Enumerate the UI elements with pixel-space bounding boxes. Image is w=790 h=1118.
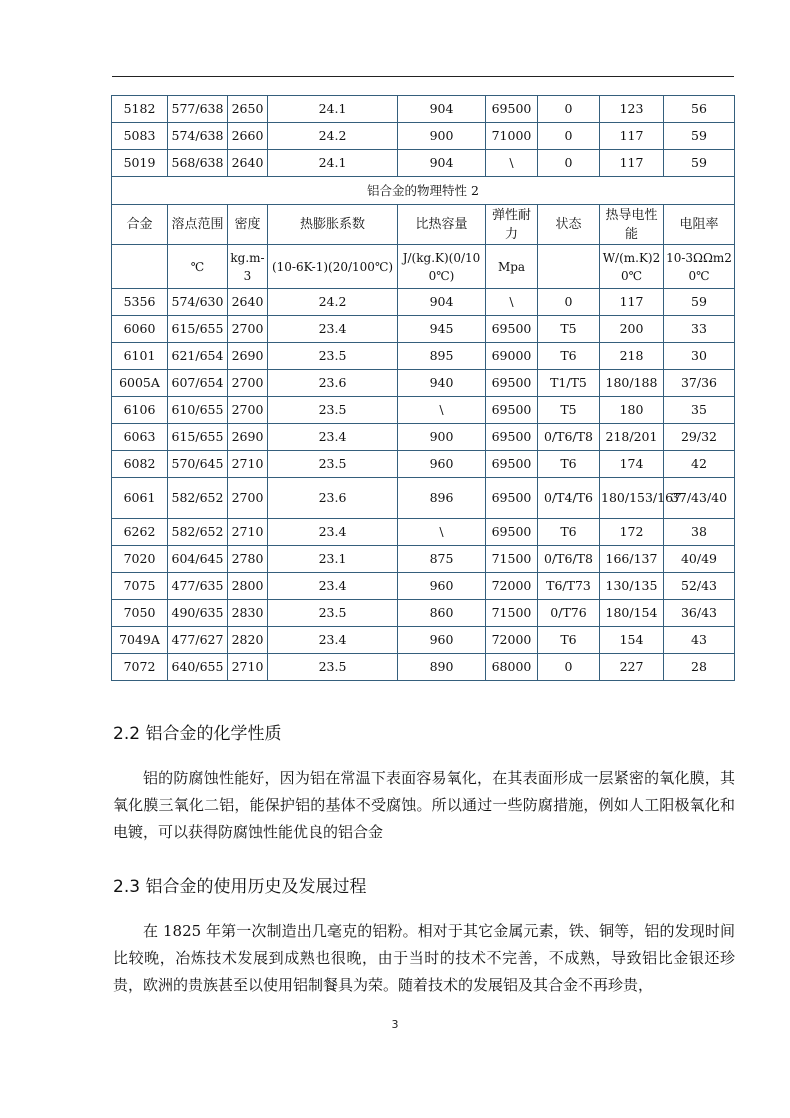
table-row <box>112 370 735 397</box>
table-cell: 42 <box>664 451 735 478</box>
table-cell: 2820 <box>228 627 268 654</box>
table-cell: 43 <box>664 627 735 654</box>
table-cell: 172 <box>600 519 664 546</box>
table-cell: 69500 <box>486 397 538 424</box>
table-body-bottom <box>112 289 735 681</box>
table-cell: 582/652 <box>168 519 228 546</box>
table-units-row <box>112 245 735 289</box>
table-cell: 37/43/40 <box>664 478 735 519</box>
table-cell: 477/635 <box>168 573 228 600</box>
table-cell: 24.1 <box>268 150 398 177</box>
table-cell: 23.6 <box>268 478 398 519</box>
table-cell: 154 <box>600 627 664 654</box>
table-cell: 610/655 <box>168 397 228 424</box>
table-cell: 166/137 <box>600 546 664 573</box>
table-cell: 2710 <box>228 654 268 681</box>
table-cell: 896 <box>398 478 486 519</box>
table-cell: 59 <box>664 123 735 150</box>
table-cell: 123 <box>600 96 664 123</box>
table-row <box>112 627 735 654</box>
table-cell: 570/645 <box>168 451 228 478</box>
table-cell: 37/36 <box>664 370 735 397</box>
table-cell: 117 <box>600 289 664 316</box>
table-cell: 24.2 <box>268 289 398 316</box>
table-row <box>112 654 735 681</box>
table-cell: \ <box>398 397 486 424</box>
table-cell: 2690 <box>228 343 268 370</box>
table-cell: kg.m-3 <box>228 245 268 289</box>
table-cell: 900 <box>398 123 486 150</box>
table-cell: 6101 <box>112 343 168 370</box>
table-cell: 117 <box>600 150 664 177</box>
table-cell: 69500 <box>486 370 538 397</box>
table-cell: 36/43 <box>664 600 735 627</box>
table-cell: 577/638 <box>168 96 228 123</box>
table-cell: 2640 <box>228 289 268 316</box>
table-cell: 0 <box>538 96 600 123</box>
table-cell: 23.5 <box>268 343 398 370</box>
table-cell: 6063 <box>112 424 168 451</box>
table-cell: 6060 <box>112 316 168 343</box>
table-cell: 0 <box>538 123 600 150</box>
table-cell: 23.5 <box>268 451 398 478</box>
table-cell: 607/654 <box>168 370 228 397</box>
table-cell: 溶点范围 <box>168 205 228 245</box>
table-cell: 7020 <box>112 546 168 573</box>
table-cell: 174 <box>600 451 664 478</box>
table-cell: 6262 <box>112 519 168 546</box>
table-cell: 117 <box>600 123 664 150</box>
table-header-block <box>112 177 735 289</box>
table-cell: 0 <box>538 654 600 681</box>
table-cell: 477/627 <box>168 627 228 654</box>
table-cell: 0/T6/T8 <box>538 424 600 451</box>
table-cell: 960 <box>398 627 486 654</box>
table-cell: 23.5 <box>268 654 398 681</box>
table-cell: 860 <box>398 600 486 627</box>
table-cell: 24.1 <box>268 96 398 123</box>
table-cell: Mpa <box>486 245 538 289</box>
table-row <box>112 424 735 451</box>
table-cell: 59 <box>664 289 735 316</box>
table-cell: 0/T6/T8 <box>538 546 600 573</box>
table-cell: 615/655 <box>168 424 228 451</box>
table-cell: 180/154 <box>600 600 664 627</box>
table-body-top <box>112 96 735 177</box>
table-cell: 568/638 <box>168 150 228 177</box>
table-cell: 2650 <box>228 96 268 123</box>
section-paragraph-2-2: 铝的防腐蚀性能好，因为铝在常温下表面容易氧化，在其表面形成一层紧密的氧化膜，其氧化膜三氧化二铝，能保护铝的基体不受腐蚀。所以通过一些防腐措施，例如人工阳极氧化和电镀，可以获得防腐蚀性能优良的铝合金 <box>113 769 735 841</box>
table-cell: 比热容量 <box>398 205 486 245</box>
table-row <box>112 573 735 600</box>
table-cell: 热导电性能 <box>600 205 664 245</box>
table-cell: 合金 <box>112 205 168 245</box>
table-cell: 582/652 <box>168 478 228 519</box>
table-row <box>112 478 735 519</box>
section-heading-2-2: 2.2 铝合金的化学性质 <box>113 724 282 744</box>
table-cell: 69500 <box>486 519 538 546</box>
table-cell: 574/630 <box>168 289 228 316</box>
table-header-row <box>112 205 735 245</box>
table-cell: 7050 <box>112 600 168 627</box>
table-cell: 72000 <box>486 573 538 600</box>
table-cell: 68000 <box>486 654 538 681</box>
table-cell: 23.5 <box>268 600 398 627</box>
table-cell: 490/635 <box>168 600 228 627</box>
table-row <box>112 96 735 123</box>
table-cell: 69000 <box>486 343 538 370</box>
table-cell: 7049A <box>112 627 168 654</box>
table-cell: 24.2 <box>268 123 398 150</box>
table-cell: 72000 <box>486 627 538 654</box>
table-cell: 69500 <box>486 451 538 478</box>
table-cell: T6 <box>538 519 600 546</box>
table-cell: 0 <box>538 289 600 316</box>
table-cell: 38 <box>664 519 735 546</box>
table-cell: 180/153/167 <box>600 478 664 519</box>
table-subtitle: 铝合金的物理特性 2 <box>112 177 735 205</box>
table-cell: W/(m.K)20℃ <box>600 245 664 289</box>
table-row <box>112 150 735 177</box>
table-cell <box>112 245 168 289</box>
table-cell: 5356 <box>112 289 168 316</box>
table-cell <box>538 245 600 289</box>
table-cell: 52/43 <box>664 573 735 600</box>
table-cell: 29/32 <box>664 424 735 451</box>
table-cell: 69500 <box>486 424 538 451</box>
table-cell: 23.5 <box>268 397 398 424</box>
table-cell: 2710 <box>228 519 268 546</box>
table-cell: 5083 <box>112 123 168 150</box>
table-cell: 875 <box>398 546 486 573</box>
table-cell: 960 <box>398 451 486 478</box>
table-cell: 71500 <box>486 600 538 627</box>
table-cell: 6005A <box>112 370 168 397</box>
table-row <box>112 397 735 424</box>
table-cell: 904 <box>398 289 486 316</box>
table-cell: 0 <box>538 150 600 177</box>
table-cell: 69500 <box>486 316 538 343</box>
table-cell: 904 <box>398 150 486 177</box>
table-cell: 2640 <box>228 150 268 177</box>
table-row <box>112 123 735 150</box>
table-cell: 71000 <box>486 123 538 150</box>
table-cell: 33 <box>664 316 735 343</box>
table-cell: \ <box>486 289 538 316</box>
table-cell: 895 <box>398 343 486 370</box>
table-cell: 604/645 <box>168 546 228 573</box>
table-cell: 615/655 <box>168 316 228 343</box>
table-cell: 200 <box>600 316 664 343</box>
table-cell: (10-6K-1)(20/100℃) <box>268 245 398 289</box>
section-paragraph-2-3: 在 1825 年第一次制造出几毫克的铝粉。相对于其它金属元素，铁、铜等，铝的发现时间比较晚，冶炼技术发展到成熟也很晚，由于当时的技术不完善，不成熟，导致铝比金银还珍贵，欧洲的贵族甚至以使用铝制餐具为荣。随着技术的发展铝及其合金不再珍贵， <box>113 922 735 994</box>
table-cell: 7075 <box>112 573 168 600</box>
table-cell: 69500 <box>486 96 538 123</box>
table-row <box>112 451 735 478</box>
table-cell: 69500 <box>486 478 538 519</box>
table-cell: 574/638 <box>168 123 228 150</box>
table-subtitle-row <box>112 177 735 205</box>
table-cell: 23.6 <box>268 370 398 397</box>
table-cell: 23.4 <box>268 316 398 343</box>
table-cell: 904 <box>398 96 486 123</box>
table-cell: 6106 <box>112 397 168 424</box>
table-cell: 电阻率 <box>664 205 735 245</box>
table-cell: 2780 <box>228 546 268 573</box>
table-cell: 900 <box>398 424 486 451</box>
table-cell: 945 <box>398 316 486 343</box>
table-row <box>112 519 735 546</box>
table-cell: 6061 <box>112 478 168 519</box>
table-row <box>112 289 735 316</box>
table-cell: 2700 <box>228 397 268 424</box>
table-cell: 2660 <box>228 123 268 150</box>
table-cell: \ <box>486 150 538 177</box>
table-cell: J/(kg.K)(0/100℃) <box>398 245 486 289</box>
table-cell: 2700 <box>228 370 268 397</box>
table-cell: 密度 <box>228 205 268 245</box>
table-cell: 10-3ΩΩm20℃ <box>664 245 735 289</box>
table-cell: 28 <box>664 654 735 681</box>
table-cell: 弹性耐力 <box>486 205 538 245</box>
table-cell: 218/201 <box>600 424 664 451</box>
table-cell: 180 <box>600 397 664 424</box>
table-cell: 59 <box>664 150 735 177</box>
table-row <box>112 546 735 573</box>
table-cell: 40/49 <box>664 546 735 573</box>
table-cell: 热膨胀系数 <box>268 205 398 245</box>
table-cell: 621/654 <box>168 343 228 370</box>
table-row <box>112 600 735 627</box>
table-cell: 56 <box>664 96 735 123</box>
table-cell: 2700 <box>228 316 268 343</box>
table-cell: 71500 <box>486 546 538 573</box>
table-cell: 130/135 <box>600 573 664 600</box>
table-cell: 0/T76 <box>538 600 600 627</box>
table-cell: 2710 <box>228 451 268 478</box>
table-cell: T5 <box>538 397 600 424</box>
table-row <box>112 316 735 343</box>
table-row <box>112 343 735 370</box>
table-cell: 218 <box>600 343 664 370</box>
table-cell: 5182 <box>112 96 168 123</box>
table-cell: 35 <box>664 397 735 424</box>
table-cell: T1/T5 <box>538 370 600 397</box>
table-cell: T6 <box>538 451 600 478</box>
section-heading-2-3: 2.3 铝合金的使用历史及发展过程 <box>113 877 367 897</box>
table-cell: 940 <box>398 370 486 397</box>
table-cell: 0/T4/T6 <box>538 478 600 519</box>
alloy-properties-table <box>111 95 735 681</box>
table-cell: T6 <box>538 343 600 370</box>
table-cell: T5 <box>538 316 600 343</box>
table-cell: 960 <box>398 573 486 600</box>
table-cell: 23.4 <box>268 519 398 546</box>
table-cell: 23.1 <box>268 546 398 573</box>
table-cell: 890 <box>398 654 486 681</box>
table-cell: 180/188 <box>600 370 664 397</box>
table-cell: 2690 <box>228 424 268 451</box>
table-cell: 227 <box>600 654 664 681</box>
table-cell: 30 <box>664 343 735 370</box>
table-cell: T6 <box>538 627 600 654</box>
table-cell: 2800 <box>228 573 268 600</box>
table-cell: 6082 <box>112 451 168 478</box>
table-cell: 23.4 <box>268 627 398 654</box>
table-cell: 2700 <box>228 478 268 519</box>
table-cell: 2830 <box>228 600 268 627</box>
table-cell: ℃ <box>168 245 228 289</box>
table-cell: T6/T73 <box>538 573 600 600</box>
table-cell: 23.4 <box>268 573 398 600</box>
table-cell: 5019 <box>112 150 168 177</box>
table-cell: 7072 <box>112 654 168 681</box>
table-cell: 23.4 <box>268 424 398 451</box>
table-cell: \ <box>398 519 486 546</box>
table-cell: 640/655 <box>168 654 228 681</box>
table-cell: 状态 <box>538 205 600 245</box>
header-rule <box>112 76 734 77</box>
page-number: 3 <box>391 1018 399 1031</box>
